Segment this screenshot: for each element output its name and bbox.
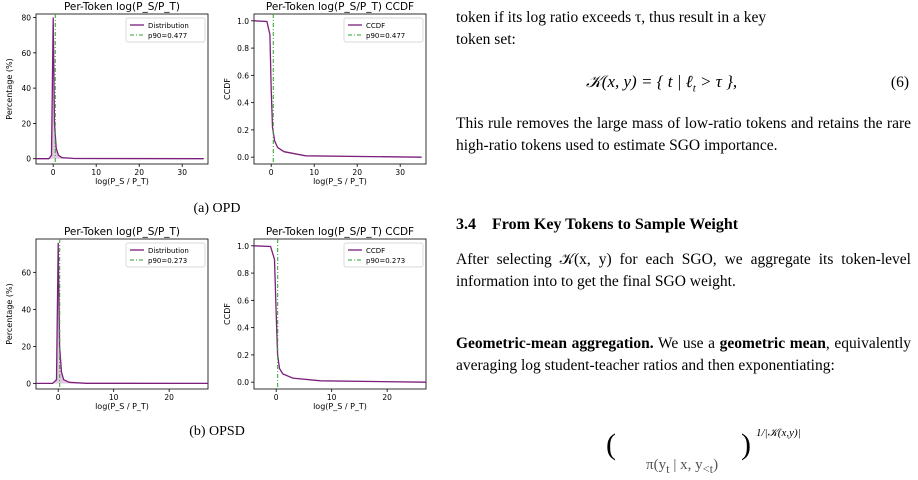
legend-label-series: Distribution [148,247,189,255]
x-axis-label: log(P_S / P_T) [95,402,149,411]
chart-title: Per-Token log(P_S/P_T) [63,226,181,238]
x-tick-label: 10 [108,393,119,402]
chart-title: Per-Token log(P_S/P_T) CCDF [265,226,415,238]
x-tick-label: 30 [395,168,405,177]
x-tick-label: 20 [382,393,392,402]
paragraph-1b: token set: [456,31,516,48]
paragraph-4: Geometric-mean aggregation. We use a geometric mean, equivalently averaging log student-teacher ratios and then exponentiating: [456,335,911,374]
y-tick-label: 20 [21,342,31,352]
y-tick-label: 0.2 [237,125,249,135]
y-tick-label: 0 [26,379,31,389]
y-axis-label: CCDF [223,303,232,325]
x-tick-label: 0 [268,168,274,177]
y-tick-label: 0 [26,154,31,164]
x-tick-label: 10 [326,393,337,402]
y-tick-label: 1.0 [237,16,249,26]
y-tick-label: 0.8 [237,44,249,54]
y-tick-label: 0.4 [237,323,249,333]
y-tick-label: 0.0 [237,378,249,388]
y-tick-label: 40 [21,305,31,315]
y-tick-label: 80 [21,13,31,23]
y-axis-label: Percentage (%) [5,58,14,120]
legend-label-p90: p90=0.477 [148,32,188,40]
figure-opd-left [0,0,225,200]
y-tick-label: 60 [21,48,31,58]
legend-label-p90: p90=0.477 [366,32,406,40]
x-tick-label: 20 [164,393,174,402]
chart-title: Per-Token log(P_S/P_T) CCDF [265,1,415,13]
equation-7-partial: ( ) $\pi(y_t$ | x, $y_{<t}$) 1/|𝒦(x,y)| [606,427,801,476]
x-axis-label: log(P_S / P_T) [313,177,367,186]
x-axis-label: log(P_S / P_T) [313,402,367,411]
y-tick-label: 0.2 [237,350,249,360]
legend-label-series: Distribution [148,22,189,30]
y-tick-label: 60 [21,268,31,278]
x-tick-label: 30 [177,168,187,177]
section-heading: 3.4 From Key Tokens to Sample Weight [456,216,739,233]
y-tick-label: 0.0 [237,153,249,163]
paragraph-2: This rule removes the large mass of low-ratio tokens and retains the rare high-ratio tokens used to estimate SGO importance. [456,115,911,154]
legend-label-p90: p90=0.273 [366,257,406,265]
x-tick-label: 20 [352,168,362,177]
legend-label-series: CCDF [366,247,386,255]
y-tick-label: 0.8 [237,269,249,279]
paragraph-3: After selecting 𝒦(x, y) for each SGO, we aggregate its token-level information into to get the final SGO weight. [456,251,911,290]
legend-label-p90: p90=0.273 [148,257,188,265]
paragraph-1a: token if its log ratio exceeds τ, thus result in a key [456,9,767,26]
x-tick-label: 0 [55,393,61,402]
legend-label-series: CCDF [366,22,386,30]
y-tick-label: 0.4 [237,98,249,108]
figure-opsd-right [218,225,443,425]
x-tick-label: 20 [134,168,144,177]
y-axis-label: Percentage (%) [5,283,14,345]
figure-opd-right [218,0,443,200]
y-tick-label: 20 [21,119,31,129]
y-tick-label: 0.6 [237,296,249,306]
equation-number-6: (6) [890,74,909,91]
x-tick-label: 10 [91,168,101,177]
x-tick-label: 0 [50,168,56,177]
y-tick-label: 40 [21,84,31,94]
chart-title: Per-Token log(P_S/P_T) [63,1,181,13]
equation-6: 𝒦(x, y) = { t | ℓ$_t$ > τ }, [586,72,738,95]
caption-opsd: (b) OPSD [189,424,245,439]
y-tick-label: 0.6 [237,71,249,81]
x-axis-label: log(P_S / P_T) [95,177,149,186]
y-tick-label: 1.0 [237,241,249,251]
x-tick-label: 10 [309,168,319,177]
caption-opd: (a) OPD [193,201,241,216]
x-tick-label: 0 [273,393,279,402]
y-axis-label: CCDF [223,78,232,100]
figure-opsd-left [0,225,225,425]
